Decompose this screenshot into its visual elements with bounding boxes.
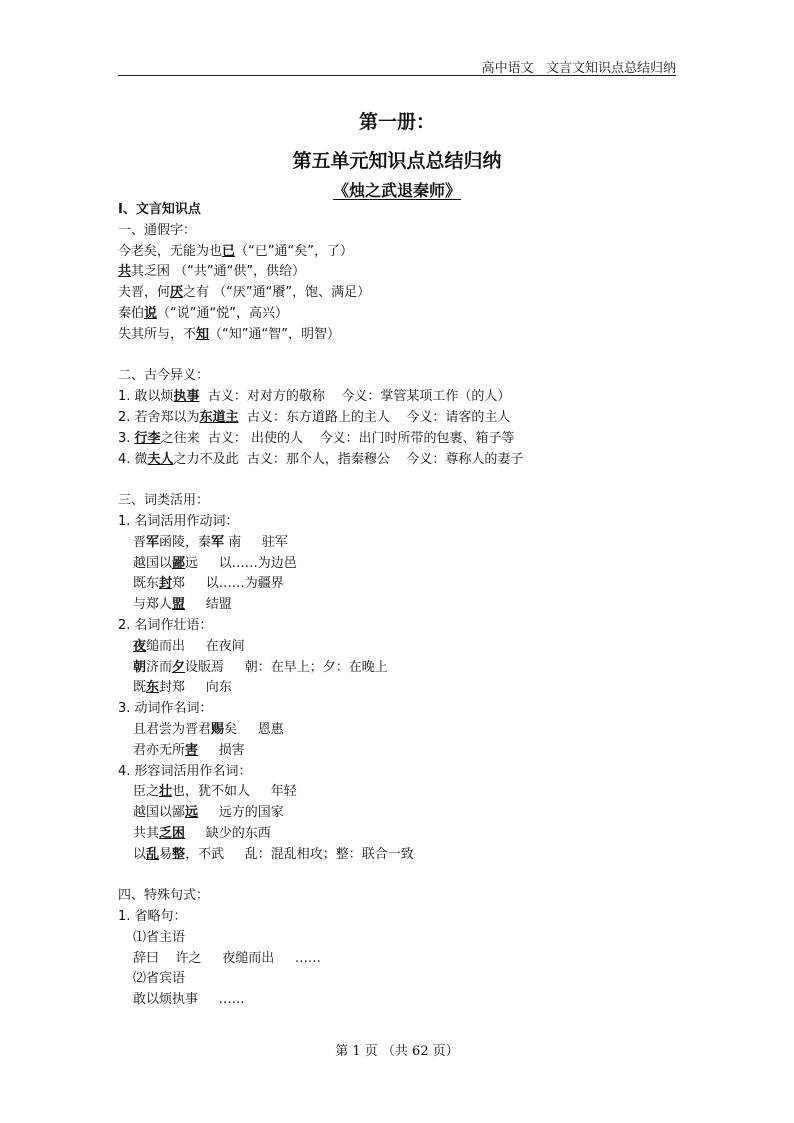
text-line bbox=[118, 470, 678, 491]
volume-title: 第一册： bbox=[358, 111, 435, 133]
text-segment: 秦伯 bbox=[118, 305, 145, 321]
text-segment: 二、古今异义： bbox=[118, 368, 210, 384]
text-segment: 易 bbox=[159, 846, 173, 862]
highlighted-word: 已 bbox=[222, 243, 236, 259]
highlighted-word: 盟 bbox=[172, 597, 186, 613]
highlighted-word: 行李 bbox=[134, 430, 161, 446]
text-segment: 古义：对对方的敬称 今义：掌管某项工作（的人） bbox=[199, 389, 511, 405]
highlighted-word: 厌 bbox=[170, 285, 184, 301]
highlighted-word: 执事 bbox=[173, 389, 200, 405]
text-segment: 古义：东方道路上的主人 今义：请客的主人 bbox=[238, 409, 511, 425]
highlighted-word: 共 bbox=[118, 264, 132, 280]
text-line bbox=[118, 429, 678, 450]
lesson-title: 《烛之武退秦师》 bbox=[332, 181, 461, 200]
text-segment: 2. 名词作壮语： bbox=[118, 617, 213, 633]
highlighted-word: 知 bbox=[196, 326, 210, 342]
text-segment: 晋 bbox=[133, 534, 147, 550]
document-body bbox=[118, 200, 678, 1011]
text-line bbox=[118, 969, 678, 990]
text-segment: 且君尝为晋君 bbox=[133, 721, 212, 737]
text-segment: 越国以鄙 bbox=[133, 805, 186, 821]
highlighted-word: 军 bbox=[211, 534, 225, 550]
text-segment: 其乏困 （“共”通“供”，供给） bbox=[131, 264, 306, 280]
text-segment: 既东 bbox=[133, 576, 160, 592]
text-line bbox=[118, 907, 678, 928]
text-segment: （“已”通“矣”，了） bbox=[235, 243, 353, 259]
highlighted-word: 东 bbox=[146, 680, 160, 696]
text-line bbox=[118, 928, 678, 949]
text-line bbox=[118, 845, 678, 866]
highlighted-word: 东道主 bbox=[199, 409, 239, 425]
highlighted-word: 军 bbox=[146, 534, 160, 550]
text-line bbox=[118, 574, 678, 595]
text-line bbox=[118, 512, 678, 533]
text-segment: 四、特殊句式： bbox=[118, 888, 210, 904]
highlighted-word: 说 bbox=[144, 305, 158, 321]
header-text bbox=[482, 57, 676, 76]
text-line bbox=[118, 533, 678, 554]
highlighted-word: 乏困 bbox=[159, 825, 186, 841]
header-rule bbox=[118, 75, 676, 76]
header-subject: 高中语文 bbox=[481, 61, 534, 76]
text-segment: ，不武 乱：混乱相攻；整：联合一致 bbox=[185, 846, 414, 862]
text-line bbox=[118, 387, 678, 408]
highlighted-word: 整 bbox=[172, 846, 186, 862]
highlighted-word: 封 bbox=[159, 576, 173, 592]
text-segment: 郑 以……为疆界 bbox=[172, 576, 284, 592]
text-segment: 封郑 向东 bbox=[159, 680, 232, 696]
text-segment: 缺少的东西 bbox=[185, 825, 271, 841]
text-segment: 夫晋，何 bbox=[118, 285, 171, 301]
text-segment: 一、通假字： bbox=[118, 222, 197, 238]
text-line bbox=[118, 283, 678, 304]
text-segment: 矣 恩惠 bbox=[224, 721, 284, 737]
text-line bbox=[118, 782, 678, 803]
page-footer: 第 1 页 （共 62 页） bbox=[335, 1044, 459, 1059]
text-line bbox=[118, 408, 678, 429]
text-line bbox=[118, 699, 678, 720]
text-line bbox=[118, 803, 678, 824]
text-line bbox=[118, 990, 678, 1011]
text-segment: 设版焉 朝：在早上；夕：在晚上 bbox=[185, 659, 388, 675]
text-segment: 远方的国家 bbox=[198, 805, 284, 821]
text-segment: 辞曰 许之 夜缒而出 …… bbox=[133, 950, 321, 966]
text-line bbox=[118, 616, 678, 637]
text-line bbox=[118, 678, 678, 699]
text-segment: 共其 bbox=[133, 825, 160, 841]
highlighted-word: 壮 bbox=[159, 784, 173, 800]
highlighted-word: 夕 bbox=[172, 659, 186, 675]
text-line bbox=[118, 346, 678, 367]
text-segment: 之有 （“厌”通“餍”，饱、满足） bbox=[183, 285, 371, 301]
text-line bbox=[118, 221, 678, 242]
text-segment: Ⅰ、文言知识点 bbox=[118, 202, 201, 217]
text-segment: （“说”通“悦”，高兴） bbox=[157, 305, 288, 321]
text-segment: （“知”通“智”，明智） bbox=[209, 326, 340, 342]
text-segment: 3. bbox=[118, 430, 135, 446]
text-line bbox=[118, 720, 678, 741]
text-line bbox=[118, 637, 678, 658]
text-segment: 之力不及此 古义：那个人，指秦穆公 今义：尊称人的妻子 bbox=[173, 451, 524, 467]
text-line bbox=[118, 325, 678, 346]
text-segment: 敢以烦执事 …… bbox=[133, 992, 245, 1008]
text-line bbox=[118, 658, 678, 679]
highlighted-word: 夫人 bbox=[147, 451, 174, 467]
text-line bbox=[118, 741, 678, 762]
highlighted-word: 远 bbox=[185, 805, 199, 821]
text-segment: 君亦无所 bbox=[133, 742, 186, 758]
text-segment: 失其所与，不 bbox=[118, 326, 197, 342]
text-line bbox=[118, 242, 678, 263]
text-segment: 3. 动词作名词： bbox=[118, 701, 213, 717]
text-segment: 2. 若舍郑以为 bbox=[118, 409, 200, 425]
text-segment: 4. 形容词活用作名词： bbox=[118, 763, 252, 779]
text-segment: 4. 微 bbox=[118, 451, 148, 467]
text-line bbox=[118, 304, 678, 325]
text-line bbox=[118, 886, 678, 907]
text-line bbox=[118, 824, 678, 845]
unit-title: 第五单元知识点总结归纳 bbox=[292, 150, 502, 172]
text-line bbox=[118, 866, 678, 887]
text-line bbox=[118, 554, 678, 575]
text-segment: 臣之 bbox=[133, 784, 160, 800]
text-segment: 今老矣，无能为也 bbox=[118, 243, 223, 259]
text-segment: 1. 省略句： bbox=[118, 909, 187, 925]
text-line bbox=[118, 366, 678, 387]
highlighted-word: 赐 bbox=[211, 721, 225, 737]
text-segment: 既 bbox=[133, 680, 147, 696]
text-line bbox=[118, 595, 678, 616]
highlighted-word: 害 bbox=[185, 742, 199, 758]
text-segment: 缒而出 在夜间 bbox=[146, 638, 245, 654]
text-segment: 与郑人 bbox=[133, 597, 173, 613]
text-line bbox=[118, 262, 678, 283]
text-segment: 济而 bbox=[146, 659, 173, 675]
text-segment: ⑴省主语 bbox=[133, 929, 186, 945]
text-segment: 三、词类活用： bbox=[118, 493, 210, 509]
highlighted-word: 鄙 bbox=[172, 555, 186, 571]
text-segment: ⑵省宾语 bbox=[133, 971, 186, 987]
text-segment: 南 驻军 bbox=[224, 534, 288, 550]
header-doc-title: 文言文知识点总结归纳 bbox=[545, 61, 676, 76]
text-segment: 远 以……为边邑 bbox=[185, 555, 297, 571]
text-line bbox=[118, 450, 678, 471]
text-segment: 越国以 bbox=[133, 555, 173, 571]
text-line bbox=[118, 200, 678, 221]
text-segment: 结盟 bbox=[185, 597, 232, 613]
text-segment: 1. 敢以烦 bbox=[118, 389, 174, 405]
highlighted-word: 朝 bbox=[133, 659, 147, 675]
text-line bbox=[118, 762, 678, 783]
text-line bbox=[118, 491, 678, 512]
text-segment: 函陵，秦 bbox=[159, 534, 212, 550]
text-segment: 损害 bbox=[198, 742, 245, 758]
highlighted-word: 乱 bbox=[146, 846, 160, 862]
text-segment: 之往来 古义： 出使的人 今义：出门时所带的包裹、箱子等 bbox=[160, 430, 515, 446]
text-segment: 也，犹不如人 年轻 bbox=[172, 784, 297, 800]
text-segment: 1. 名词活用作动词： bbox=[118, 513, 239, 529]
text-line bbox=[118, 949, 678, 970]
highlighted-word: 夜 bbox=[133, 638, 147, 654]
text-segment: 以 bbox=[133, 846, 147, 862]
